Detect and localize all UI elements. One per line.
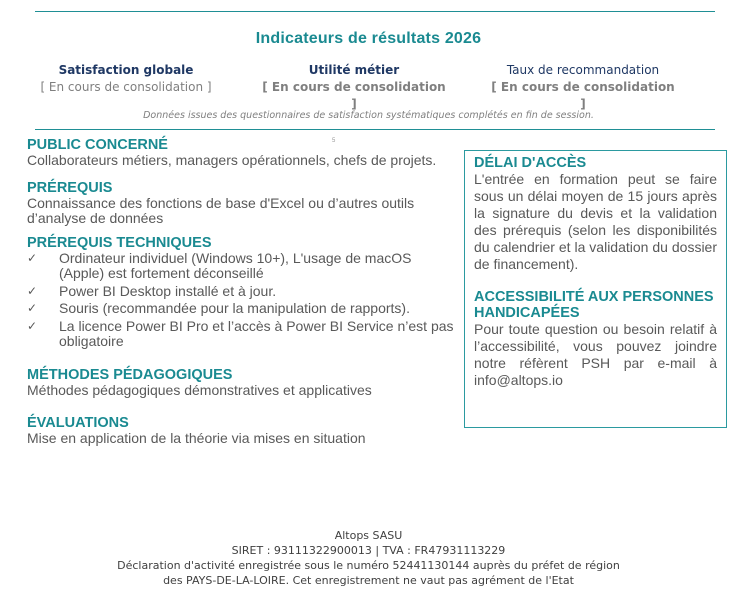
indicator-label: Utilité métier xyxy=(308,63,400,77)
footer-declaration: Déclaration d'activité enregistrée sous le numéro 52441130144 auprès du préfet de région xyxy=(117,559,620,572)
indicator-value: [ En cours de consolidation ] xyxy=(491,80,675,111)
footer-siret: SIRET : 93111322900013 | TVA : FR47931113229 xyxy=(231,544,506,557)
accessibilite-heading: ACCESSIBILITÉ AUX PERSONNES HANDICAPÉES xyxy=(474,289,714,321)
left-column xyxy=(27,137,457,447)
indicator-utilite xyxy=(258,62,450,113)
access-info-box xyxy=(464,150,727,428)
public-text: Collaborateurs métiers, managers opérationnels, chefs de projets. xyxy=(27,152,437,168)
check-icon: ✓ xyxy=(27,318,38,333)
list-item: ✓ La licence Power BI Pro et l’accès à Power BI Service n’est pas obligatoire xyxy=(27,317,454,349)
indicator-value: [ En cours de consolidation ] xyxy=(40,80,212,94)
indicator-label: Taux de recommandation xyxy=(506,63,660,77)
evaluations-heading: ÉVALUATIONS xyxy=(27,415,129,431)
footer-company: Altops SASU xyxy=(334,529,403,542)
prerequis-tech-heading: PRÉREQUIS TECHNIQUES xyxy=(27,234,212,251)
list-item: ✓ Power BI Desktop installé et à jour. xyxy=(27,282,277,299)
list-item: ✓ Souris (recommandée pour la manipulation de rapports). xyxy=(27,300,410,316)
indicator-label: Satisfaction globale xyxy=(58,63,194,77)
top-divider xyxy=(35,11,715,12)
evaluations-text: Mise en application de la théorie via mises en situation xyxy=(27,430,366,446)
stray-mark: 5 xyxy=(332,138,336,144)
footer-declaration-cont: des PAYS-DE-LA-LOIRE. Cet enregistrement ne vaut pas agrément de l'Etat xyxy=(163,574,574,587)
prerequis-tech-list xyxy=(27,251,457,350)
data-source-note: Données issues des questionnaires de satisfaction systématiques complétés en fin de session. xyxy=(143,110,594,121)
delai-text: L'entrée en formation peut se faire sous un délai moyen de 15 jours après la signature du devis et la validation des prérequis (selon les disponibilités du calendrier et la validation du dossier de financement). xyxy=(474,171,717,272)
check-icon: ✓ xyxy=(27,250,38,265)
accessibilite-text: Pour toute question ou besoin relatif à l’accessibilité, vous pouvez joindre notre réfèrent PSH par e-mail à info@altops.io xyxy=(474,321,717,388)
prerequis-heading: PRÉREQUIS xyxy=(27,179,113,196)
section-divider xyxy=(35,129,715,130)
indicator-recommandation xyxy=(488,62,678,113)
legal-footer xyxy=(0,528,737,588)
public-heading: PUBLIC CONCERNÉ xyxy=(27,137,168,153)
check-icon: ✓ xyxy=(27,301,38,315)
indicator-value: [ En cours de consolidation ] xyxy=(262,80,446,111)
methodes-text: Méthodes pédagogiques démonstratives et applicatives xyxy=(27,381,372,398)
methodes-heading: MÉTHODES PÉDAGOGIQUES xyxy=(27,366,233,383)
prerequis-text: Connaissance des fonctions de base d'Excel ou d’autres outils d’analyse de données xyxy=(27,194,415,226)
check-icon: ✓ xyxy=(27,283,38,298)
results-title: Indicateurs de résultats 2026 xyxy=(255,30,482,47)
delai-heading: DÉLAI D'ACCÈS xyxy=(474,155,587,171)
indicator-satisfaction xyxy=(36,62,216,96)
list-item: ✓ Ordinateur individuel (Windows 10+), L'usage de macOS (Apple) est fortement déconseillé xyxy=(27,249,412,281)
